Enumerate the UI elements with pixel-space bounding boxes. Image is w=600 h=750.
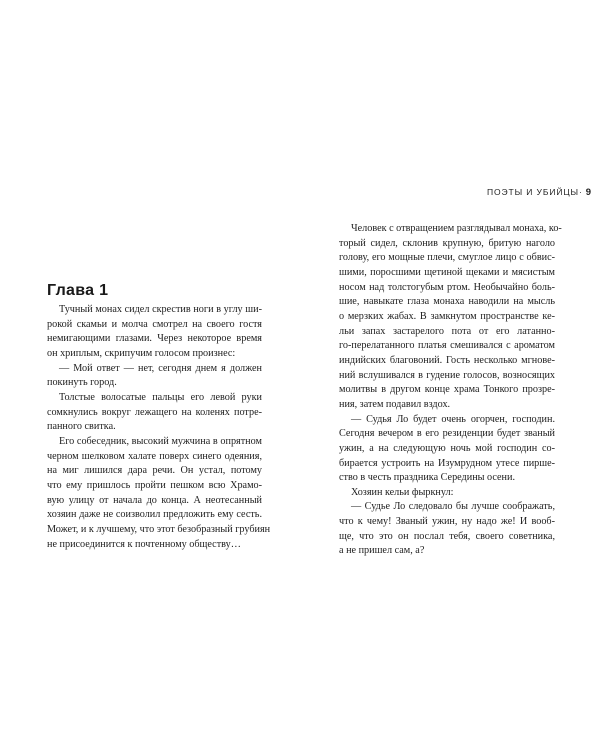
text-line: Хозяин кельи фыркнул: xyxy=(351,486,454,498)
paragraph xyxy=(339,413,555,486)
text-line: Толстые волосатые пальцы его левой руки xyxy=(59,391,262,403)
text-line: голову, его мощные плечи, смуглое лицо с обвис- xyxy=(339,252,555,264)
text-line: он хриплым, скрипучим голосом произнес: xyxy=(47,347,236,359)
paragraph xyxy=(47,435,271,552)
paragraph xyxy=(47,362,262,391)
text-line: панного свитка. xyxy=(47,421,116,433)
running-head-title: ПОЭТЫ И УБИЙЦЫ· xyxy=(486,187,583,197)
text-line: ужин, а на следующую ночь мой господин со- xyxy=(339,442,555,454)
text-line: Человек с отвращением разглядывал монаха, ко- xyxy=(351,223,562,234)
page-number: 9 xyxy=(585,187,591,198)
paragraph xyxy=(47,303,262,362)
text-line: черном шелковом халате поверх синего одеяния, xyxy=(47,450,262,462)
text-line: не присоединится к почтенному обществу… xyxy=(47,538,241,550)
left-page-text xyxy=(47,303,271,552)
text-line: вую улицу от начала до конца. А неотесанный xyxy=(47,494,262,506)
text-line: Сегодня вечером в его резиденции будет званый xyxy=(339,428,555,440)
chapter-title: Глава 1 xyxy=(47,282,109,299)
text-line: ще, что это он послал тебя, своего советника, xyxy=(339,530,555,542)
paragraph xyxy=(47,391,262,435)
right-page xyxy=(300,0,600,750)
text-line: — Судья Ло будет очень огорчен, господин. xyxy=(351,413,555,425)
text-line: бирается устроить на Изумрудном утесе пирше- xyxy=(339,457,555,469)
text-line: ния, затем подавил вздох. xyxy=(339,398,451,410)
paragraph xyxy=(339,500,555,559)
text-line: покинуть город. xyxy=(47,377,117,389)
paragraph xyxy=(339,222,562,413)
text-line: сомкнулись вокруг лежащего на коленях потре- xyxy=(47,406,262,418)
text-line: шими, поросшими щетиной щеками и мясистым xyxy=(339,266,555,278)
text-line: го-перелатанного платья смешивался с ароматом xyxy=(339,340,555,352)
text-line: рокой скамьи и молча смотрел на своего гостя xyxy=(47,318,262,330)
text-line: ний вслушивался в гудение голосов, возносящих xyxy=(339,369,555,381)
running-head xyxy=(468,187,591,198)
text-line: что к чему! Званый ужин, ну надо же! И вооб- xyxy=(339,516,555,528)
text-line: льи запах застарелого пота от его латанно- xyxy=(339,325,555,337)
text-line: торый сидел, склонив крупную, бритую наголо xyxy=(339,237,555,249)
text-line: — Мой ответ — нет, сегодня днем я должен xyxy=(59,362,262,374)
text-line: индийских благовоний. Гость несколько мгнове- xyxy=(339,354,555,366)
text-line: шие, навыкате глаза монаха наводили на мысль xyxy=(339,296,555,308)
text-line: Его собеседник, высокий мужчина в опрятном xyxy=(59,435,262,447)
text-line: немигающими глазами. Через некоторое время xyxy=(47,333,262,345)
text-line: о мерзких жабах. В замкнутом пространстве ке- xyxy=(339,310,555,322)
text-line: ство в честь праздника Середины осени. xyxy=(339,472,516,484)
text-line: а не пришел сам, а? xyxy=(339,545,425,557)
text-line: молитвы в другом конце храма Тонкого прозре- xyxy=(339,384,555,396)
right-page-text xyxy=(339,222,562,559)
text-line: на миг лишился дара речи. Он устал, потому xyxy=(47,465,262,477)
text-line: — Судье Ло следовало бы лучше соображать, xyxy=(351,501,555,513)
text-line: носом над толстогубым ртом. Необычайно боль- xyxy=(339,281,555,293)
text-line: Может, и к лучшему, что этот безобразный грубиян xyxy=(47,523,271,535)
paragraph xyxy=(339,486,555,501)
text-line: Тучный монах сидел скрестив ноги в углу ши- xyxy=(59,304,262,315)
text-line: что ему пришлось пройти пешком всю Храмо- xyxy=(47,479,262,491)
text-line: хозяин даже не соизволил предложить ему сесть. xyxy=(47,509,262,521)
